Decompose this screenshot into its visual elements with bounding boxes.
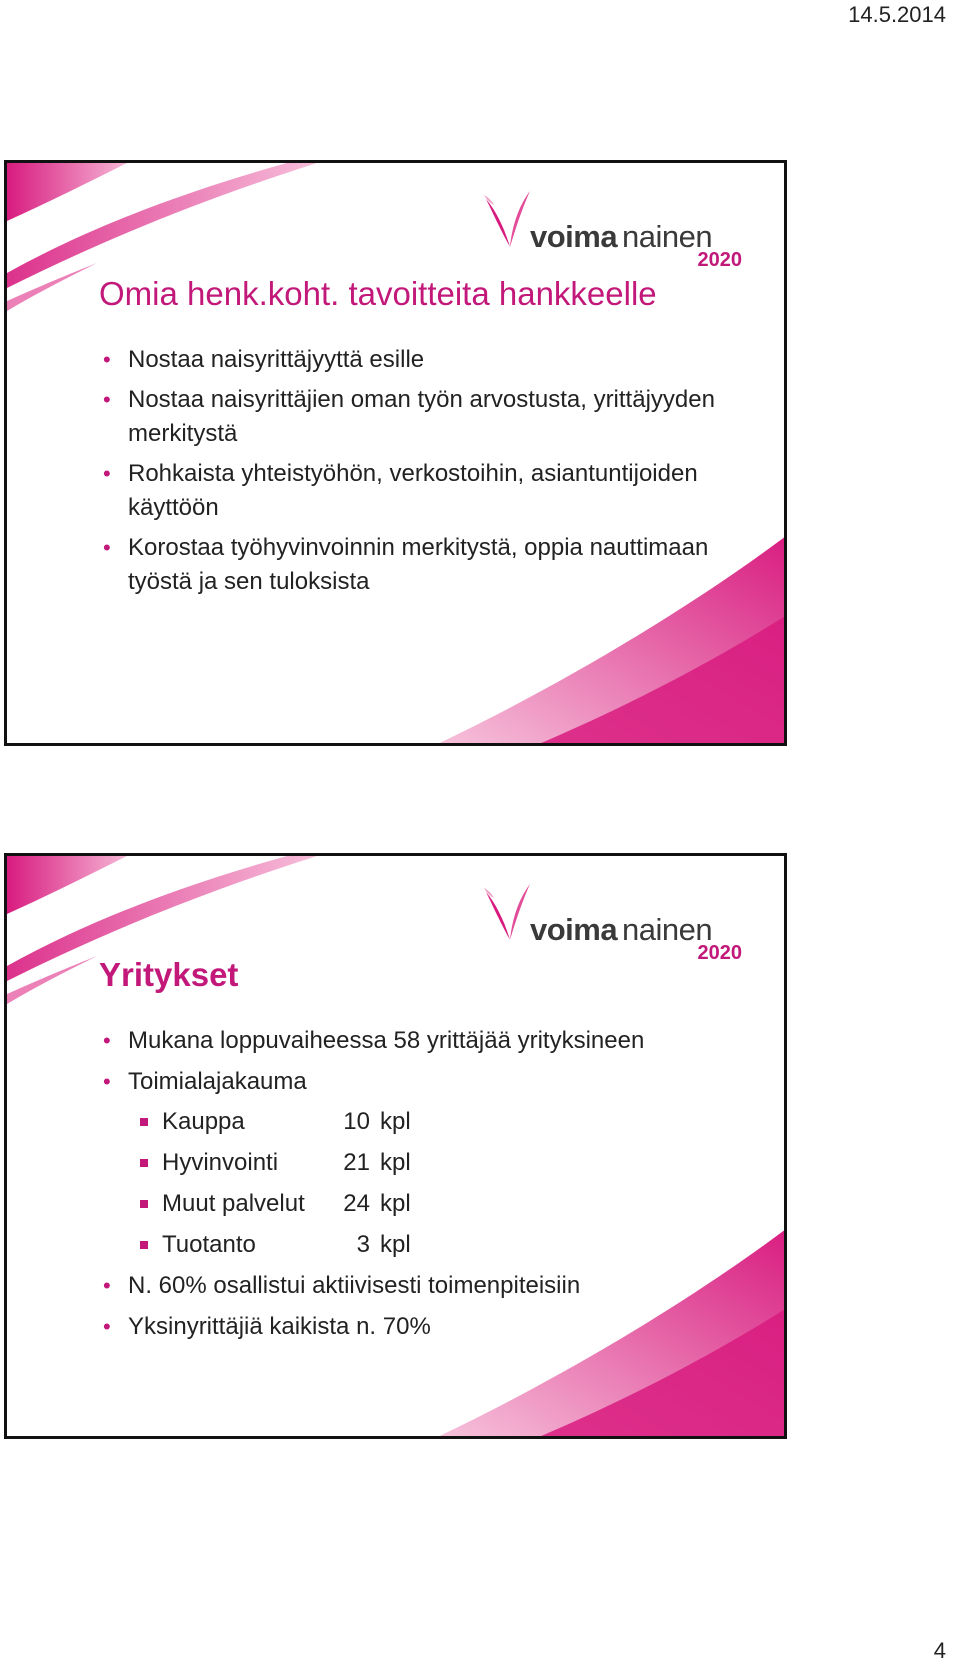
slide-1 [4,160,787,746]
list-item: • Rohkaista yhteistyöhön, verkostoihin, asiantuntijoiden käyttöön [103,457,744,525]
slide-1-title: Omia henk.koht. tavoitteita hankkeelle [99,275,657,312]
bullet-dot-icon: • [103,1314,111,1339]
list-item: • Nostaa naisyrittäjyyttä esille [103,343,744,377]
slide-1-bullet-list [103,343,744,605]
logo-text-bold: voima [530,912,618,947]
industry-item: Kauppa 10 kpl [140,1105,744,1139]
square-bullet-icon [140,1200,148,1208]
list-item: • Nostaa naisyrittäjien oman työn arvostusta, yrittäjyyden merkitystä [103,383,744,451]
industry-item: Muut palvelut 24 kpl [140,1187,744,1221]
list-item: • Toimialajakauma Kauppa 10 kpl Hyvinvointi 21 kpl Muut palvelut 24 kpl Tuotanto 3 kpl [103,1065,744,1262]
logo-text-light: nainen [622,912,713,947]
industry-item: Hyvinvointi 21 kpl [140,1146,744,1180]
logo-text-bold: voima [530,219,618,254]
bullet-dot-icon: • [103,1273,111,1298]
bullet-dot-icon: • [103,347,111,372]
slide-2-bullet-list [103,1024,744,1351]
bullet-dot-icon: • [103,461,111,486]
logo-text-light: nainen [622,219,713,254]
voimanainen-logo [482,189,742,271]
list-item: • Korostaa työhyvinvoinnin merkitystä, oppia nauttimaan työstä ja sen tuloksista [103,531,744,599]
slide-2-title: Yritykset [99,956,239,993]
list-item: • N. 60% osallistui aktiivisesti toimenpiteisiin [103,1269,744,1303]
slide-2 [4,853,787,1439]
list-item: • Yksinyrittäjiä kaikista n. 70% [103,1310,744,1344]
industry-list [140,1105,744,1262]
square-bullet-icon [140,1118,148,1126]
page-date: 14.5.2014 [848,2,946,27]
voimanainen-logo [482,882,742,964]
logo-year: 2020 [697,942,742,964]
list-item: • Mukana loppuvaiheessa 58 yrittäjää yrityksineen [103,1024,744,1058]
bullet-dot-icon: • [103,535,111,560]
bullet-dot-icon: • [103,1028,111,1053]
bullet-dot-icon: • [103,1069,111,1094]
industry-item: Tuotanto 3 kpl [140,1228,744,1262]
square-bullet-icon [140,1241,148,1249]
page-number: 4 [933,1638,946,1663]
logo-year: 2020 [697,249,742,271]
bullet-dot-icon: • [103,387,111,412]
square-bullet-icon [140,1159,148,1167]
